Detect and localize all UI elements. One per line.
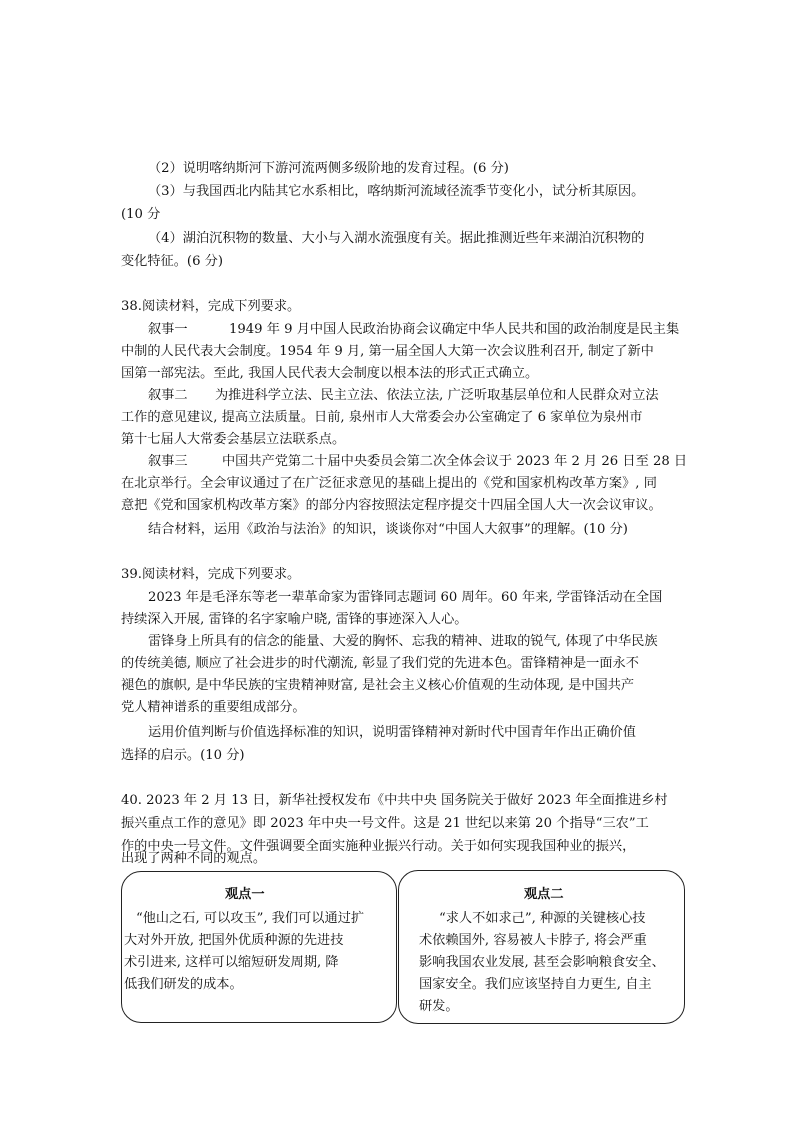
q39-task-line1: 运用价值判断与价值选择标准的知识，说明雷锋精神对新时代中国青年作出正确价值 bbox=[148, 725, 636, 740]
q39-heading: 39.阅读材料，完成下列要求。 bbox=[121, 567, 301, 582]
q39-para1-line2: 持续深入开展, 雷锋的名字家喻户晓, 雷锋的事迹深入人心。 bbox=[121, 612, 468, 627]
q38-narrative2-line2: 工作的意见建议, 提高立法质量。日前, 泉州市人大常委会办公室确定了 6 家单位为泉州市 bbox=[121, 410, 643, 425]
viewpoint-one-line1: “他山之石, 可以攻玉”, 我们可以通过扩 bbox=[136, 911, 365, 926]
q37-sub3-line2: (10 分 bbox=[121, 207, 161, 222]
q40-line2: 振兴重点工作的意见》即 2023 年中央一号文件。这是 21 世纪以来第 20 个指导“三农”工 bbox=[121, 816, 649, 831]
q38-narrative1-label: 叙事一 bbox=[148, 322, 188, 337]
q37-sub3-line1: （3）与我国西北内陆其它水系相比，喀纳斯河流域径流季节变化小，试分析其原因。 bbox=[148, 184, 645, 199]
viewpoint-one-line2: 大对外开放, 把国外优质种源的先进技 bbox=[124, 933, 344, 948]
viewpoint-two-line1: “求人不如求己”, 种源的关键核心技 bbox=[439, 911, 646, 926]
q40-line3: 作的中央一号文件。文件强调要全面实施种业振兴行动。关于如何实现我国种业的振兴， bbox=[121, 839, 636, 854]
viewpoint-two-line4: 国家安全。我们应该坚持自力更生, 自主 bbox=[419, 977, 652, 992]
q39-task-line2: 选择的启示。(10 分) bbox=[121, 748, 245, 763]
q38-narrative1-line2: 中制的人民代表大会制度。1954 年 9 月, 第一届全国人大第一次会议胜利召开, 制定了新中 bbox=[121, 344, 654, 359]
q38-narrative1-line1: 1949 年 9 月中国人民政治协商会议确定中华人民共和国的政治制度是民主集 bbox=[229, 322, 680, 337]
q37-sub2: （2）说明喀纳斯河下游河流两侧多级阶地的发育过程。(6 分) bbox=[148, 161, 509, 176]
viewpoint-one-line3: 术引进来, 这样可以缩短研发周期, 降 bbox=[124, 955, 339, 970]
q38-narrative2-line3: 第十七届人大常委会基层立法联系点。 bbox=[121, 432, 346, 447]
q38-narrative3-line3: 意把《党和国家机构改革方案》的部分内容按照法定程序提交十四届全国人大一次会议审议。 bbox=[121, 498, 662, 513]
q38-heading: 38.阅读材料，完成下列要求。 bbox=[121, 299, 301, 314]
q38-narrative2-label: 叙事二 bbox=[148, 388, 188, 403]
viewpoint-two-line5: 研发。 bbox=[419, 999, 459, 1014]
q40-line4: 出现了两种不同的观点。 bbox=[121, 851, 267, 866]
q39-para2-line3: 褪色的旗帜, 是中华民族的宝贵精神财富, 是社会主义核心价值观的生动体现, 是中国共产 bbox=[121, 678, 635, 693]
q38-narrative2-line1: 为推进科学立法、民主立法、依法立法, 广泛听取基层单位和人民群众对立法 bbox=[215, 388, 659, 403]
q38-narrative3-line1: 中国共产党第二十届中央委员会第二次全体会议于 2023 年 2 月 26 日至 28 日 bbox=[222, 454, 688, 469]
q38-narrative3-line2: 在北京举行。全会审议通过了在广泛征求意见的基础上提出的《党和国家机构改革方案》, 同 bbox=[121, 476, 657, 491]
viewpoint-one-box bbox=[121, 871, 397, 1023]
q40-line1: 40. 2023 年 2 月 13 日，新华社授权发布《中共中央 国务院关于做好 2023 年全面推进乡村 bbox=[121, 793, 668, 808]
q39-para2-line2: 的传统美德, 顺应了社会进步的时代潮流, 彰显了我们党的先进本色。雷锋精神是一面永不 bbox=[121, 656, 639, 671]
q38-narrative3-label: 叙事三 bbox=[148, 454, 188, 469]
q37-sub4-line2: 变化特征。(6 分) bbox=[121, 254, 223, 269]
viewpoint-two-box bbox=[398, 870, 685, 1024]
viewpoint-two-line2: 术依赖国外, 容易被人卡脖子, 将会严重 bbox=[419, 933, 647, 948]
viewpoint-one-line4: 低我们研发的成本。 bbox=[124, 977, 243, 992]
q39-para2-line1: 雷锋身上所具有的信念的能量、大爱的胸怀、忘我的精神、进取的锐气, 体现了中华民族 bbox=[148, 634, 658, 649]
viewpoint-one-title: 观点一 bbox=[225, 887, 265, 902]
viewpoint-two-title: 观点二 bbox=[524, 887, 564, 902]
q37-sub4-line1: （4）湖泊沉积物的数量、大小与入湖水流强度有关。据此推测近些年来湖泊沉积物的 bbox=[148, 231, 645, 246]
viewpoint-two-line3: 影响我国农业发展, 甚至会影响粮食安全、 bbox=[419, 955, 665, 970]
q38-narrative1-line3: 国第一部宪法。至此, 我国人民代表大会制度以根本法的形式正式确立。 bbox=[121, 366, 539, 381]
q39-para2-line4: 党人精神谱系的重要组成部分。 bbox=[121, 700, 306, 715]
q38-task: 结合材料，运用《政治与法治》的知识，谈谈你对“中国人大叙事”的理解。(10 分) bbox=[148, 522, 628, 537]
q39-para1-line1: 2023 年是毛泽东等老一辈革命家为雷锋同志题词 60 周年。60 年来, 学雷锋活动在全国 bbox=[148, 590, 663, 605]
